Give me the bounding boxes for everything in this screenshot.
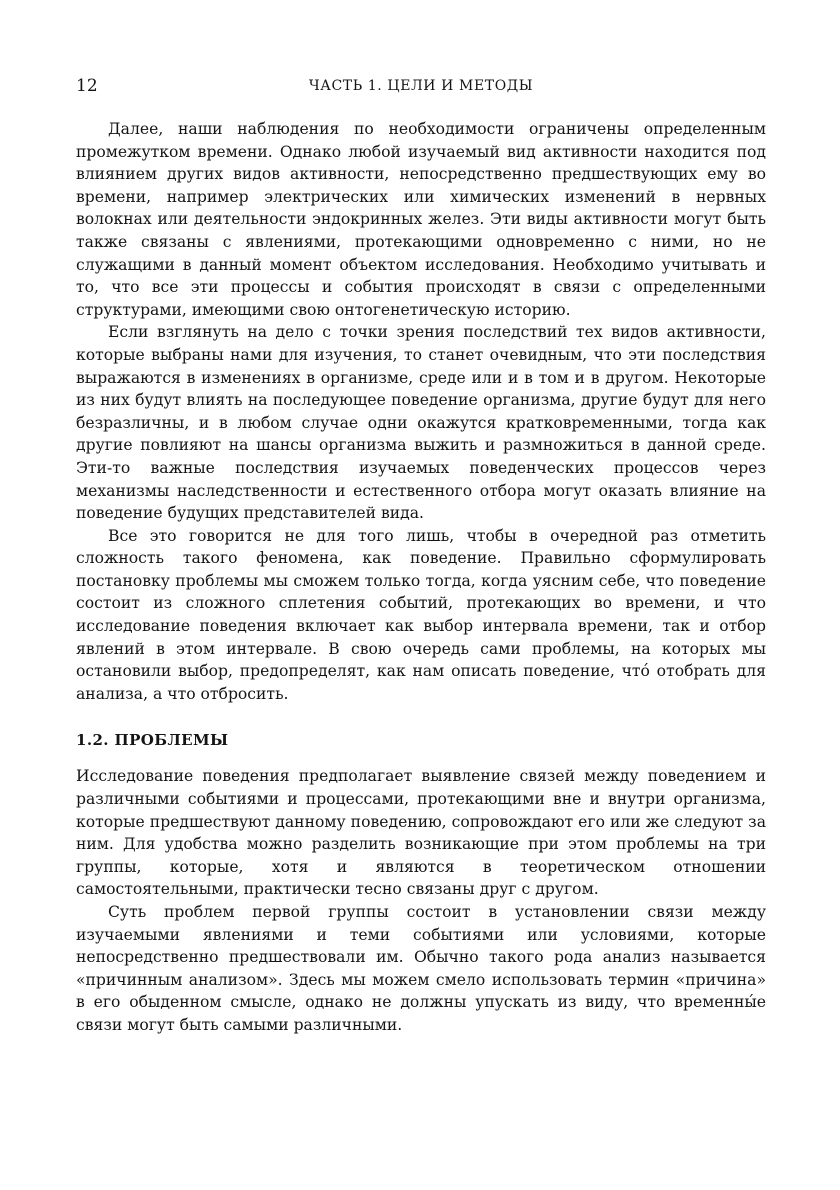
paragraph: Если взглянуть на дело с точки зрения последствий тех видов активности, которые выбраны нами для изучения, то станет очевидным, что эти последствия выражаются в изменениях в организме, среде или и в том и в другом. Некоторые из них будут влиять на последующее поведение организма, другие будут для него безразличны, и в любом случае одни окажутся кратковременными, тогда как другие повлияют на шансы организма выжить и размножиться в данной среде. Эти-то важные последствия изучаемых поведенческих процессов через механизмы наследственности и естественного отбора могут оказать влияние на поведение будущих представителей вида. (76, 323, 766, 523)
page-body (76, 118, 766, 1037)
paragraph: Суть проблем первой группы состоит в установлении связи между изучаемыми явлениями и теми событиями или условиями, которые непосредственно предшествовали им. Обычно такого рода анализ называется «причинным анализом». Здесь мы можем смело использовать термин «причина» в его обыденном смысле, однако не должны упускать из виду, что временны́е связи могут быть самыми различными. (76, 903, 766, 1034)
paragraph: Исследование поведения предполагает выявление связей между поведением и различными событиями и процессами, протекающими вне и внутри организма, которые предшествуют данному поведению, сопровождают его или же следуют за ним. Для удобства можно разделить возникающие при этом проблемы на три группы, которые, хотя и являются в теоретическом отношении самостоятельными, практически тесно связаны друг с другом. (76, 767, 766, 899)
page-header (76, 76, 766, 100)
section-heading: 1.2. ПРОБЛЕМЫ (76, 731, 229, 750)
paragraph: Далее, наши наблюдения по необходимости ограничены определенным промежутком времени. Однако любой изучаемый вид активности находится под влиянием других видов активности, непосредственно предшествующих ему во времени, например электрических или химических изменений в нервных волокнах или деятельности эндокринных желез. Эти виды активности могут быть также связаны с явлениями, протекающими одновременно с ними, но не служащими в данный момент объектом исследования. Необходимо учитывать и то, что все эти процессы и события происходят в связи с определенными структурами, имеющими свою онтогенетическую историю. (76, 120, 766, 319)
running-title: ЧАСТЬ 1. ЦЕЛИ И МЕТОДЫ (308, 78, 534, 94)
page-number: 12 (76, 76, 98, 96)
paragraph: Все это говорится не для того лишь, чтобы в очередной раз отметить сложность такого феномена, как поведение. Правильно сформулировать постановку проблемы мы сможем только тогда, когда уясним себе, что поведение состоит из сложного сплетения событий, протекающих во времени, и что исследование поведения включает как выбор интервала времени, так и отбор явлений в этом интервале. В свою очередь сами проблемы, на которых мы остановили выбор, предопределят, как нам описать поведение, что́ отобрать для анализа, а что отбросить. (76, 526, 766, 703)
